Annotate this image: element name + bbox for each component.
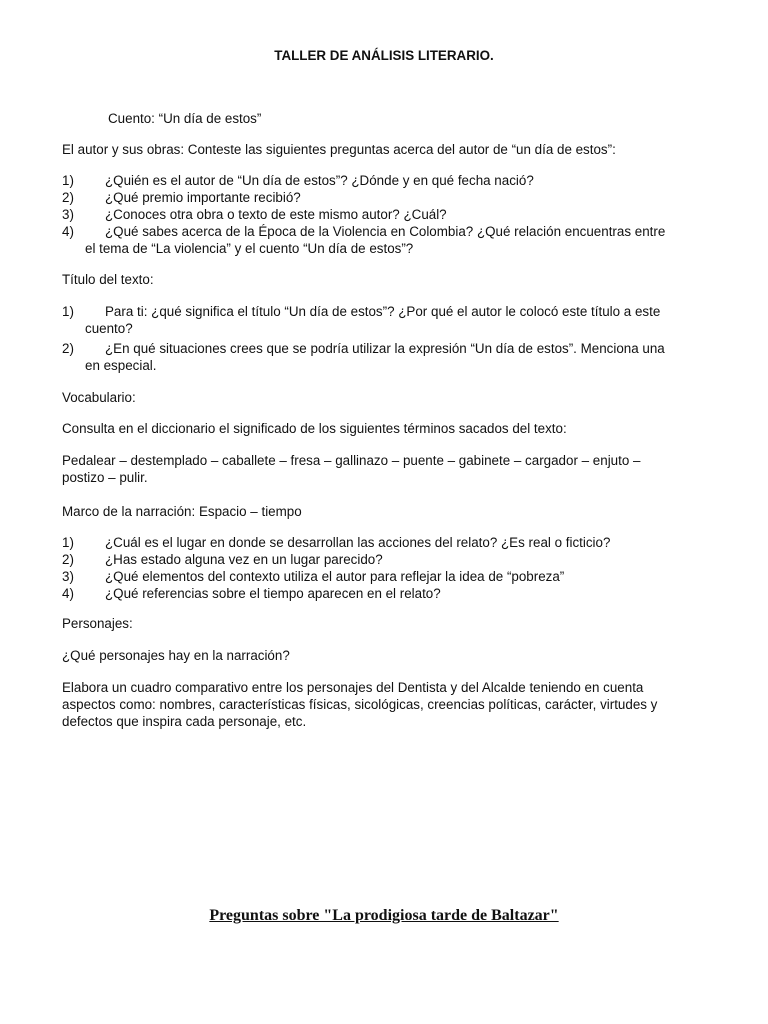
list-item bbox=[62, 223, 672, 257]
list-item bbox=[62, 568, 672, 585]
item-text: ¿Qué elementos del contexto utiliza el autor para reflejar la idea de “pobreza” bbox=[105, 569, 565, 584]
item-number: 3) bbox=[62, 207, 74, 222]
characters-task: Elabora un cuadro comparativo entre los personajes del Dentista y del Alcalde teniendo en cuenta aspectos como: nombres, características físicas, sicológicas, creencias políticas, carácter, virtudes y defectos que inspira cada personaje, etc. bbox=[62, 680, 658, 729]
item-text: ¿Qué sabes acerca de la Época de la Violencia en Colombia? ¿Qué relación encuentras entre el tema de “La violencia” y el cuento “Un día de estos”? bbox=[85, 224, 666, 256]
item-number: 2) bbox=[62, 552, 74, 567]
story-label: Cuento: “Un día de estos” bbox=[108, 111, 262, 126]
item-number: 1) bbox=[62, 173, 74, 188]
title-questions-list bbox=[62, 303, 672, 374]
item-text: ¿Qué referencias sobre el tiempo aparecen en el relato? bbox=[105, 586, 441, 601]
item-text: ¿Quién es el autor de “Un día de estos”? ¿Dónde y en qué fecha nació? bbox=[105, 173, 534, 188]
list-item bbox=[62, 189, 672, 206]
list-item bbox=[62, 172, 672, 189]
list-item bbox=[62, 340, 672, 374]
list-item bbox=[62, 303, 672, 337]
setting-questions-list bbox=[62, 534, 672, 602]
vocabulary-heading: Vocabulario: bbox=[62, 390, 136, 405]
author-intro: El autor y sus obras: Conteste las siguientes preguntas acerca del autor de “un día de estos”: bbox=[62, 142, 616, 157]
item-text: ¿Cuál es el lugar en donde se desarrollan las acciones del relato? ¿Es real o ficticio? bbox=[105, 535, 611, 550]
vocabulary-instruction: Consulta en el diccionario el significado de los siguientes términos sacados del texto: bbox=[62, 421, 567, 436]
item-number: 4) bbox=[62, 586, 74, 601]
item-number: 2) bbox=[62, 190, 74, 205]
title-section-heading: Título del texto: bbox=[62, 272, 154, 287]
item-number: 1) bbox=[62, 304, 74, 319]
item-text: ¿Has estado alguna vez en un lugar parecido? bbox=[105, 552, 383, 567]
item-number: 1) bbox=[62, 535, 74, 550]
item-text: ¿Qué premio importante recibió? bbox=[105, 190, 301, 205]
item-text: ¿Conoces otra obra o texto de este mismo autor? ¿Cuál? bbox=[105, 207, 447, 222]
item-text: Para ti: ¿qué significa el título “Un día de estos”? ¿Por qué el autor le colocó este título a este cuento? bbox=[85, 304, 661, 336]
item-text: ¿En qué situaciones crees que se podría utilizar la expresión “Un día de estos”. Menciona una en especial. bbox=[85, 341, 665, 373]
author-questions-list bbox=[62, 172, 672, 257]
list-item bbox=[62, 551, 672, 568]
baltazar-heading: Preguntas sobre "La prodigiosa tarde de Baltazar" bbox=[209, 907, 559, 924]
item-number: 3) bbox=[62, 569, 74, 584]
item-number: 2) bbox=[62, 341, 74, 356]
list-item bbox=[62, 534, 672, 551]
list-item bbox=[62, 585, 672, 602]
vocabulary-terms: Pedalear – destemplado – caballete – fresa – gallinazo – puente – gabinete – cargador – enjuto – postizo – pulir. bbox=[62, 453, 641, 485]
setting-heading: Marco de la narración: Espacio – tiempo bbox=[62, 504, 302, 519]
list-item bbox=[62, 206, 672, 223]
characters-heading: Personajes: bbox=[62, 616, 133, 631]
characters-question: ¿Qué personajes hay en la narración? bbox=[62, 648, 290, 663]
document-title: TALLER DE ANÁLISIS LITERARIO. bbox=[274, 48, 494, 63]
item-number: 4) bbox=[62, 224, 74, 239]
